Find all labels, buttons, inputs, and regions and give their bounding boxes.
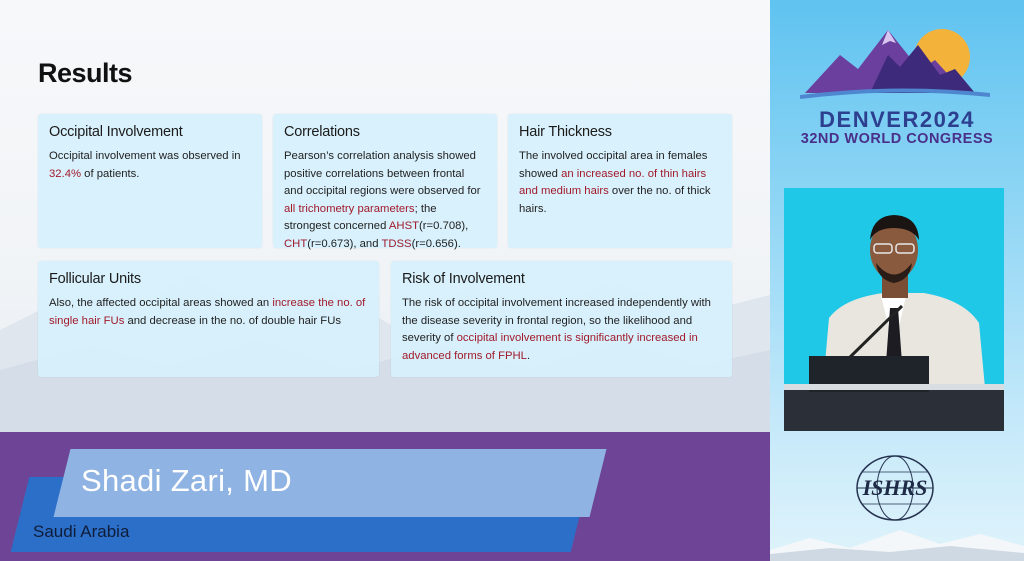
speaker-figure bbox=[784, 188, 1004, 431]
mountain-sun-logo-icon bbox=[800, 25, 990, 105]
speaker-country: Saudi Arabia bbox=[33, 522, 130, 541]
card-occipital-involvement bbox=[38, 114, 262, 248]
card-body: Pearson’s correlation analysis showed positive correlations between frontal and occipital regions were observed for all trichometry parameters; the strongest concerned AHST(r=0.708), CHT(r=0.673), and TDSS(r=0.656). bbox=[284, 150, 481, 250]
card-body: The involved occipital area in females showed an increased no. of thin hairs and medium hairs over the no. of thick hairs. bbox=[519, 150, 711, 215]
card-body: Occipital involvement was observed in 32.4% of patients. bbox=[49, 150, 241, 180]
speaker-video bbox=[784, 188, 1004, 431]
card-hair-thickness bbox=[508, 114, 732, 248]
card-title: Hair Thickness bbox=[519, 124, 612, 140]
card-body: Also, the affected occipital areas showed an increase the no. of single hair FUs and decrease in the no. of double hair FUs bbox=[49, 297, 366, 327]
card-title: Risk of Involvement bbox=[402, 271, 525, 287]
slide-title: Results bbox=[38, 58, 133, 88]
ishrs-globe-logo-icon bbox=[840, 448, 950, 528]
card-risk-of-involvement bbox=[391, 261, 732, 377]
card-correlations bbox=[273, 114, 497, 248]
card-follicular-units bbox=[38, 261, 379, 377]
card-title: Correlations bbox=[284, 124, 360, 140]
svg-text:ISHRS: ISHRS bbox=[862, 475, 928, 500]
event-congress: 32ND WORLD CONGRESS bbox=[800, 131, 994, 147]
speaker-name: Shadi Zari, MD bbox=[81, 463, 292, 498]
card-title: Follicular Units bbox=[49, 271, 141, 287]
side-mountains bbox=[770, 520, 1024, 561]
card-body: The risk of occipital involvement increased independently with the disease severity in frontal region, so the likelihood and severity of occipital involvement is significantly increased in advanced forms of FPHL. bbox=[402, 297, 711, 362]
event-city-year: DENVER2024 bbox=[819, 107, 975, 132]
card-title: Occipital Involvement bbox=[49, 124, 183, 140]
